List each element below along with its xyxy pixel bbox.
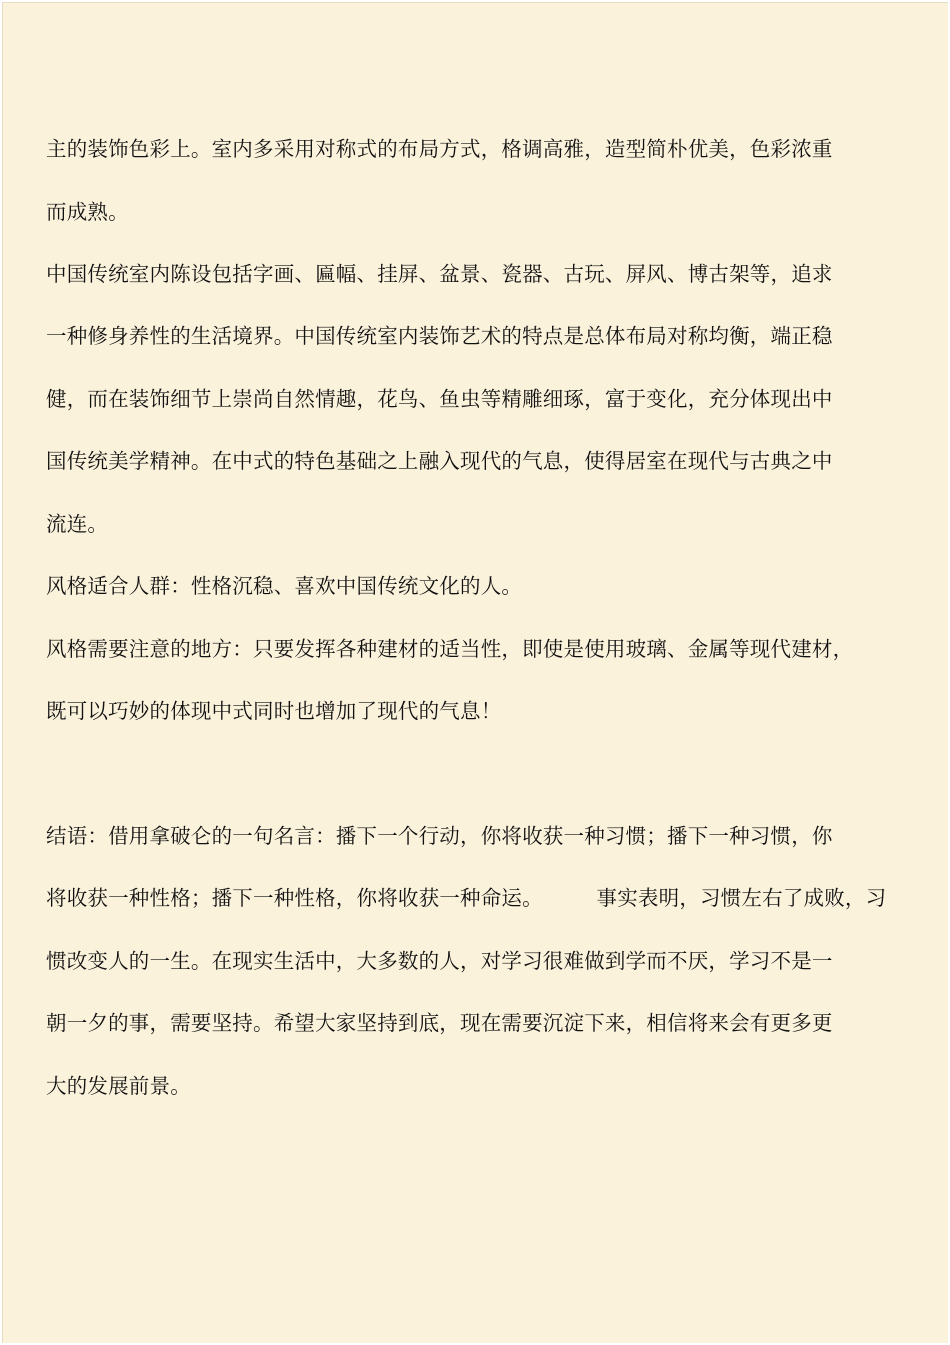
text-line: 惯改变人的一生。在现实生活中，大多数的人，对学习很难做到学而不厌，学习不是一 [46,949,833,973]
text-line: 风格适合人群：性格沉稳、喜欢中国传统文化的人。 [46,574,523,598]
text-line: 既可以巧妙的体现中式同时也增加了现代的气息！ [46,699,502,723]
text-line: 流连。 [46,512,109,536]
text-line: 大的发展前景。 [46,1074,191,1098]
text-line: 国传统美学精神。在中式的特色基础之上融入现代的气息，使得居室在现代与古典之中 [46,449,833,473]
text-line: 主的装饰色彩上。室内多采用对称式的布局方式，格调高雅，造型简朴优美，色彩浓重 [46,137,833,161]
document-page [2,2,948,1343]
text-line: 健，而在装饰细节上崇尚自然情趣，花鸟、鱼虫等精雕细琢，富于变化，充分体现出中 [46,387,833,411]
text-line: 结语：借用拿破仑的一句名言：播下一个行动，你将收获一种习惯；播下一种习惯，你 [46,824,833,848]
text-line: 而成熟。 [46,200,129,224]
text-line: 朝一夕的事，需要坚持。希望大家坚持到底，现在需要沉淀下来，相信将来会有更多更 [46,1011,833,1035]
text-line: 将收获一种性格；播下一种性格，你将收获一种命运。 事实表明，习惯左右了成败，习 [46,886,887,910]
text-line: 一种修身养性的生活境界。中国传统室内装饰艺术的特点是总体布局对称均衡，端正稳 [46,324,833,348]
text-line: 风格需要注意的地方：只要发挥各种建材的适当性，即使是使用玻璃、金属等现代建材， [46,637,854,661]
text-line: 中国传统室内陈设包括字画、匾幅、挂屏、盆景、瓷器、古玩、屏风、博古架等，追求 [46,262,833,286]
